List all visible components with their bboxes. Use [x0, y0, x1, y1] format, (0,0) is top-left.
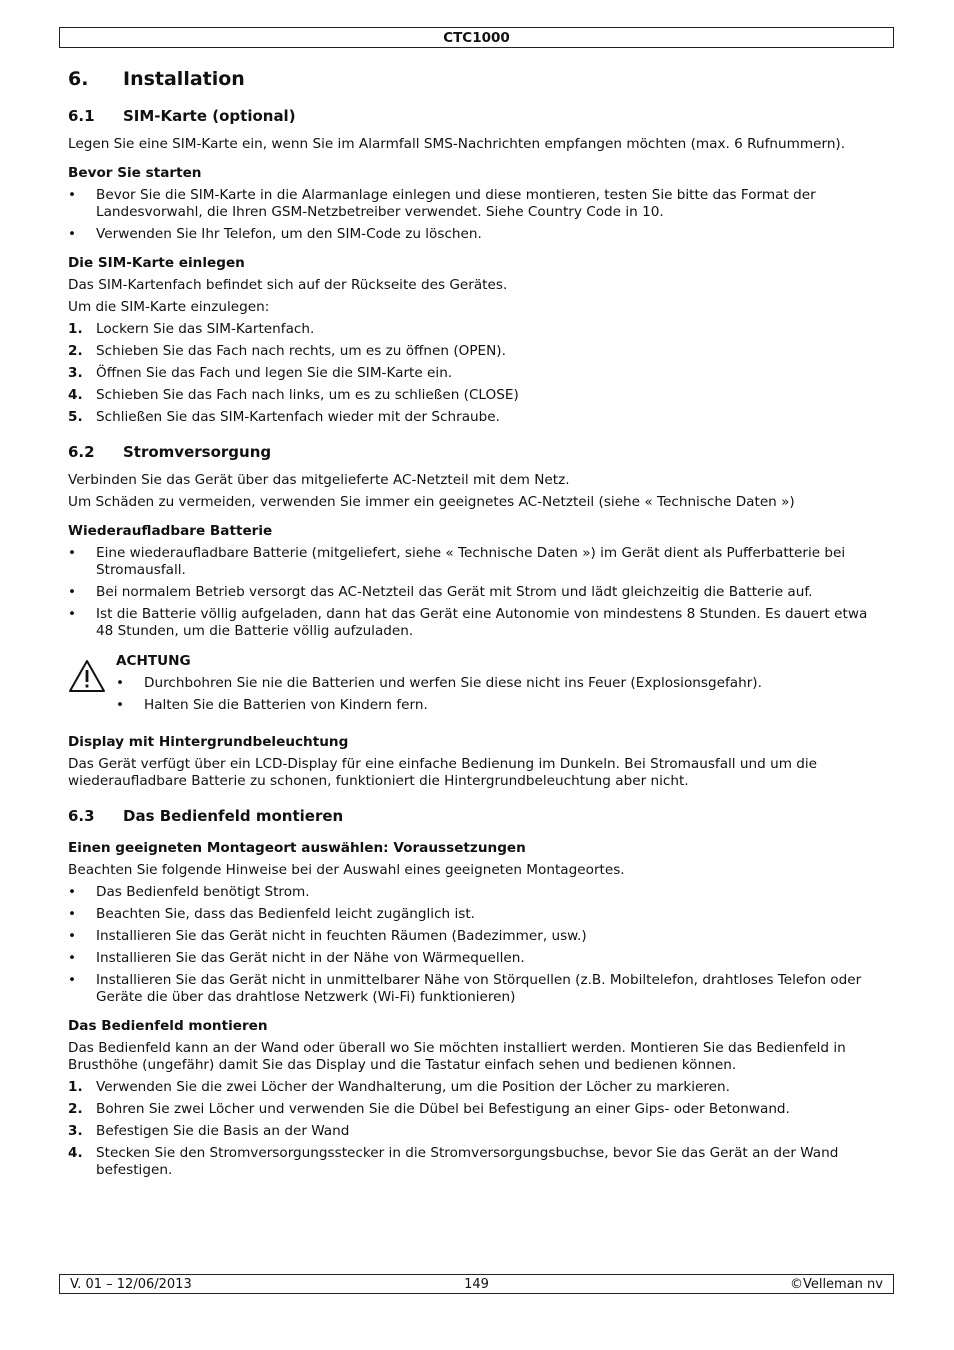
list-item: • Installieren Sie das Gerät nicht in der Nähe von Wärmequellen.	[68, 950, 525, 966]
bullet-icon: •	[116, 697, 125, 713]
list-item: • Halten Sie die Batterien von Kindern fern.	[116, 697, 428, 713]
insert-p1: Das SIM-Kartenfach befindet sich auf der Rückseite des Gerätes.	[68, 277, 508, 293]
list-item: • Bevor Sie die SIM-Karte in die Alarmanlage einlegen und diese montieren, testen Sie bitte das Format der Landesvorwahl, die Ihren GSM-Netzbetreiber verwendet. Siehe Country Code in 10.	[68, 187, 816, 220]
bullet-icon: •	[68, 884, 77, 900]
list-item: • Installieren Sie das Gerät nicht in feuchten Räumen (Badezimmer, usw.)	[68, 928, 587, 944]
header-model: CTC1000	[59, 27, 894, 48]
list-item: 3. Befestigen Sie die Basis an der Wand	[68, 1123, 350, 1139]
chapter-heading	[68, 66, 886, 92]
insert-steps	[68, 321, 886, 426]
list-item: 2. Bohren Sie zwei Löcher und verwenden Sie die Dübel bei Befestigung an einer Gips- oder Betonwand.	[68, 1101, 790, 1117]
bullet-icon: •	[68, 972, 77, 988]
warning-list	[116, 675, 886, 714]
location-p: Beachten Sie folgende Hinweise bei der Auswahl eines geeigneten Montageortes.	[68, 862, 625, 878]
sim-intro: Legen Sie eine SIM-Karte ein, wenn Sie im Alarmfall SMS-Nachrichten empfangen möchten (max. 6 Rufnummern).	[68, 136, 846, 152]
before-list	[68, 187, 886, 243]
list-item: • Eine wiederaufladbare Batterie (mitgeliefert, siehe « Technische Daten ») im Gerät dient als Pufferbatterie bei Stromausfall.	[68, 545, 846, 578]
bullet-icon: •	[68, 187, 77, 203]
bullet-icon: •	[116, 675, 125, 691]
section-number: 6.2	[68, 443, 95, 461]
footer-page-number: 149	[464, 1277, 489, 1292]
list-item: • Das Bedienfeld benötigt Strom.	[68, 884, 310, 900]
bullet-icon: •	[68, 606, 77, 622]
warning-triangle-icon	[68, 659, 106, 693]
section-title: SIM-Karte (optional)	[123, 107, 296, 125]
section-title: Stromversorgung	[123, 443, 272, 461]
section-heading-6-2	[68, 442, 886, 462]
page-content	[68, 66, 886, 1184]
subheading-insert: Die SIM-Karte einlegen	[68, 255, 245, 271]
list-item: 5. Schließen Sie das SIM-Kartenfach wieder mit der Schraube.	[68, 409, 500, 425]
footer-version: V. 01 – 12/06/2013	[70, 1277, 192, 1292]
warning-title: ACHTUNG	[116, 653, 191, 669]
page-footer	[59, 1274, 894, 1294]
list-item: 3. Öffnen Sie das Fach und legen Sie die SIM-Karte ein.	[68, 365, 453, 381]
list-item: 4. Stecken Sie den Stromversorgungsstecker in die Stromversorgungsbuchse, bevor Sie das Gerät an der Wand befestigen.	[68, 1145, 839, 1178]
list-item: 1. Lockern Sie das SIM-Kartenfach.	[68, 321, 315, 337]
bullet-icon: •	[68, 545, 77, 561]
bullet-icon: •	[68, 928, 77, 944]
subheading-location: Einen geeigneten Montageort auswählen: Voraussetzungen	[68, 840, 526, 856]
section-number: 6.3	[68, 807, 95, 825]
list-item: • Durchbohren Sie nie die Batterien und werfen Sie diese nicht ins Feuer (Explosionsgefahr).	[116, 675, 762, 691]
list-item: • Verwenden Sie Ihr Telefon, um den SIM-Code zu löschen.	[68, 226, 482, 242]
subheading-mount: Das Bedienfeld montieren	[68, 1018, 268, 1034]
subheading-display: Display mit Hintergrundbeleuchtung	[68, 734, 349, 750]
section-heading-6-3	[68, 806, 886, 826]
power-p2: Um Schäden zu vermeiden, verwenden Sie immer ein geeignetes AC-Netzteil (siehe « Technische Daten »)	[68, 494, 795, 510]
list-item: • Ist die Batterie völlig aufgeladen, dann hat das Gerät eine Autonomie von mindestens 8 Stunden. Es dauert etwa 48 Stunden, um die Batterie völlig aufzuladen.	[68, 606, 868, 639]
bullet-icon: •	[68, 584, 77, 600]
chapter-number: 6.	[68, 68, 89, 90]
list-item: • Beachten Sie, dass das Bedienfeld leicht zugänglich ist.	[68, 906, 475, 922]
display-p: Das Gerät verfügt über ein LCD-Display für eine einfache Bedienung im Dunkeln. Bei Stromausfall und um die wiederaufladbare Batterie zu schonen, funktioniert die Hintergrundbeleuchtung aber nicht.	[68, 756, 818, 789]
mount-p: Das Bedienfeld kann an der Wand oder überall wo Sie möchten installiert werden. Montieren Sie das Bedienfeld in Brusthöhe (ungefähr) damit Sie das Display und die Tastatur einfach sehen und bedienen können.	[68, 1040, 846, 1073]
subheading-battery: Wiederaufladbare Batterie	[68, 523, 273, 539]
section-number: 6.1	[68, 107, 95, 125]
list-item: 2. Schieben Sie das Fach nach rechts, um es zu öffnen (OPEN).	[68, 343, 506, 359]
bullet-icon: •	[68, 906, 77, 922]
list-item: 1. Verwenden Sie die zwei Löcher der Wandhalterung, um die Position der Löcher zu markieren.	[68, 1079, 730, 1095]
chapter-title: Installation	[123, 68, 245, 90]
list-item: 4. Schieben Sie das Fach nach links, um es zu schließen (CLOSE)	[68, 387, 519, 403]
location-list	[68, 884, 886, 1006]
subheading-before: Bevor Sie starten	[68, 165, 202, 181]
bullet-icon: •	[68, 950, 77, 966]
insert-p2: Um die SIM-Karte einzulegen:	[68, 299, 270, 315]
power-p1: Verbinden Sie das Gerät über das mitgelieferte AC-Netzteil mit dem Netz.	[68, 472, 570, 488]
bullet-icon: •	[68, 226, 77, 242]
section-heading-6-1	[68, 106, 886, 126]
mount-steps	[68, 1079, 886, 1179]
battery-list	[68, 545, 886, 640]
footer-copyright: ©Velleman nv	[789, 1277, 883, 1292]
warning-block	[68, 653, 886, 714]
list-item: • Bei normalem Betrieb versorgt das AC-Netzteil das Gerät mit Strom und lädt gleichzeitig die Batterie auf.	[68, 584, 813, 600]
list-item: • Installieren Sie das Gerät nicht in unmittelbarer Nähe von Störquellen (z.B. Mobiltelefon, drahtloses Telefon oder Geräte die über das drahtlose Netzwerk (Wi-Fi) funktionieren)	[68, 972, 862, 1005]
section-title: Das Bedienfeld montieren	[123, 807, 344, 825]
